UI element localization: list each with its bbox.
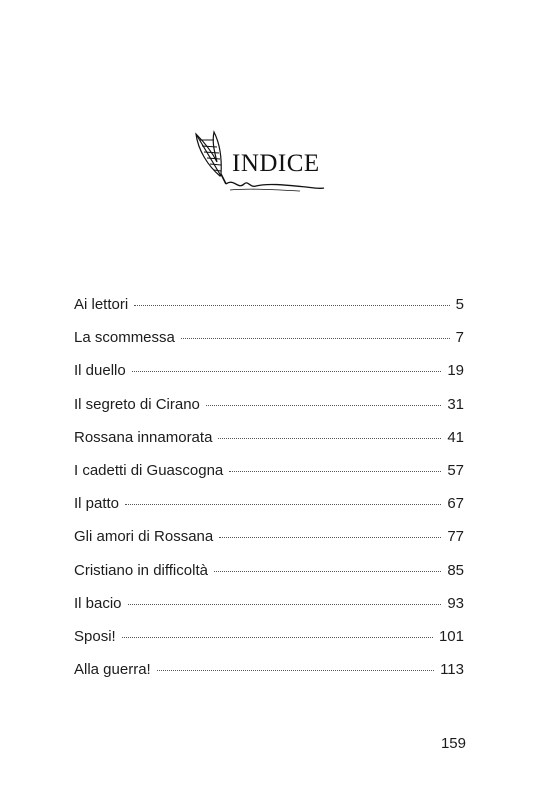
dot-leader xyxy=(218,438,441,439)
toc-entry[interactable] xyxy=(74,528,464,561)
toc-entry-page: 31 xyxy=(447,395,464,413)
toc-entry-title: I cadetti di Guascogna xyxy=(74,461,224,479)
toc-entry-page: 41 xyxy=(447,428,464,446)
page-title: INDICE xyxy=(232,150,320,177)
toc-entry-title: Gli amori di Rossana xyxy=(74,528,214,546)
toc-entry[interactable] xyxy=(74,296,464,329)
toc-entry-title: Alla guerra! xyxy=(74,661,151,679)
toc-entry-page: 85 xyxy=(447,561,464,579)
dot-leader xyxy=(219,537,441,538)
toc-entry[interactable] xyxy=(74,329,464,362)
dot-leader xyxy=(214,571,441,572)
index-heading xyxy=(190,128,330,200)
toc-entry-title: Cristiano in difficoltà xyxy=(74,561,208,579)
page-number: 159 xyxy=(440,735,466,752)
dot-leader xyxy=(125,504,441,505)
toc-entry-title: Il bacio xyxy=(74,594,122,612)
toc-entry-page: 5 xyxy=(455,296,464,313)
dot-leader xyxy=(128,604,442,605)
toc-entry-title: Il segreto di Cirano xyxy=(74,395,200,413)
toc-entry-page: 19 xyxy=(447,362,464,380)
toc-entry-title: Il patto xyxy=(74,495,120,513)
toc-entry[interactable] xyxy=(74,595,464,628)
toc-entry-page: 7 xyxy=(455,329,464,347)
toc-entry[interactable] xyxy=(74,362,464,395)
toc-entry-page: 77 xyxy=(447,528,464,546)
toc-entry-title: Rossana innamorata xyxy=(74,428,213,446)
toc-entry-page: 67 xyxy=(447,495,464,513)
dot-leader xyxy=(157,670,434,671)
toc-entry[interactable] xyxy=(74,495,464,528)
dot-leader xyxy=(229,471,441,472)
toc-entry-title: Ai lettori xyxy=(74,296,129,313)
toc-entry[interactable] xyxy=(74,396,464,429)
toc-entry-page: 101 xyxy=(438,627,464,645)
table-of-contents xyxy=(74,296,464,694)
toc-entry[interactable] xyxy=(74,462,464,495)
toc-entry-title: Sposi! xyxy=(74,627,116,645)
toc-entry-page: 57 xyxy=(447,461,464,479)
toc-entry[interactable] xyxy=(74,429,464,462)
dot-leader xyxy=(122,637,433,638)
toc-entry-title: La scommessa xyxy=(74,329,175,347)
toc-entry[interactable] xyxy=(74,562,464,595)
toc-entry[interactable] xyxy=(74,661,464,694)
toc-entry-page: 113 xyxy=(440,661,464,679)
dot-leader xyxy=(206,405,441,406)
toc-entry-page: 93 xyxy=(447,594,464,612)
dot-leader xyxy=(134,305,449,306)
toc-entry[interactable] xyxy=(74,628,464,661)
dot-leader xyxy=(181,338,450,339)
dot-leader xyxy=(132,371,442,372)
toc-entry-title: Il duello xyxy=(74,362,126,380)
